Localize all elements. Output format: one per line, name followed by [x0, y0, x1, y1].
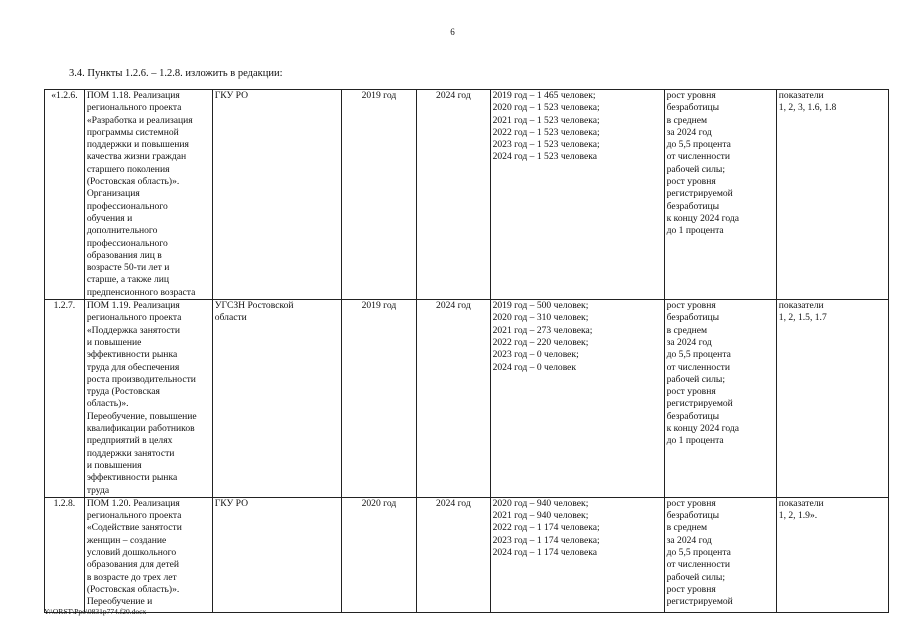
executor-line: УГСЗН Ростовской: [214, 300, 294, 312]
expected-result-line: в среднем: [666, 522, 708, 534]
table-row: [45, 497, 889, 612]
event-name-line: поддержки занятости: [86, 447, 175, 459]
event-name-line: регионального проекта: [86, 510, 182, 522]
intro-text: 3.4. Пункты 1.2.6. – 1.2.8. изложить в редакции:: [69, 68, 283, 79]
event-name-line: дополнительного: [86, 225, 158, 237]
expected-result-line: до 1 процента: [666, 225, 724, 237]
expected-result-line: в среднем: [666, 324, 708, 336]
event-name-line: труда для обеспечения: [86, 361, 180, 373]
expected-result-line: регистрируемой: [666, 596, 733, 608]
event-name-line: программы системной: [86, 126, 179, 138]
executor-line: ГКУ РО: [214, 497, 249, 509]
cell-end-year: 2024 год: [417, 90, 490, 300]
page-number: 6: [450, 27, 455, 37]
target-values-line: 2022 год – 220 человек;: [492, 336, 589, 348]
event-name-line: и повышение: [86, 336, 142, 348]
expected-result-line: рабочей силы;: [666, 163, 725, 175]
expected-result-line: до 5,5 процента: [666, 139, 731, 151]
target-values-line: 2023 год – 1 523 человека;: [492, 139, 600, 151]
event-name-line: эффективности рынка: [86, 349, 178, 361]
cell-event-name: [84, 90, 212, 300]
event-name-line: женщин – создание: [86, 534, 167, 546]
cell-executor: [212, 90, 341, 300]
cell-event-name: [84, 497, 212, 612]
expected-result-line: рост уровня: [666, 90, 716, 101]
target-values-line: 2023 год – 1 174 человека;: [492, 534, 600, 546]
executor-line: ГКУ РО: [214, 90, 249, 101]
event-name-line: образования для детей: [86, 559, 180, 571]
cell-expected-result: [664, 497, 776, 612]
cell-item-number: 1.2.8.: [45, 497, 85, 612]
expected-result-line: за 2024 год: [666, 336, 712, 348]
target-values-line: 2023 год – 0 человек;: [492, 349, 579, 361]
expected-result-line: рост уровня: [666, 176, 716, 188]
cell-executor: [212, 497, 341, 612]
expected-result-line: регистрируемой: [666, 398, 733, 410]
target-values-line: 2021 год – 940 человек;: [492, 510, 589, 522]
expected-result-line: к концу 2024 года: [666, 212, 740, 224]
event-name-line: Организация: [86, 188, 140, 200]
event-name-line: и повышения: [86, 459, 142, 471]
indicators-line: 1, 2, 1.5, 1.7: [778, 312, 827, 324]
target-values-line: 2019 год – 1 465 человек;: [492, 90, 596, 101]
cell-item-number: 1.2.7.: [45, 300, 85, 498]
cell-item-number: «1.2.6.: [45, 90, 85, 300]
cell-target-values: [490, 300, 664, 498]
expected-result-line: рост уровня: [666, 386, 716, 398]
event-name-line: в возрасте до трех лет: [86, 571, 177, 583]
target-values-line: 2021 год – 273 человека;: [492, 324, 593, 336]
expected-result-line: до 5,5 процента: [666, 349, 731, 361]
event-name-line: старшего поколения: [86, 163, 170, 175]
document-table: [44, 89, 889, 613]
expected-result-line: безработицы: [666, 312, 720, 324]
event-name-line: эффективности рынка: [86, 472, 178, 484]
expected-result-line: рост уровня: [666, 300, 716, 312]
event-name-line: предпенсионного возраста: [86, 286, 196, 298]
event-name-line: профессионального: [86, 237, 168, 249]
event-name-line: ПОМ 1.18. Реализация: [86, 90, 180, 101]
event-name-line: ПОМ 1.19. Реализация: [86, 300, 180, 312]
expected-result-line: безработицы: [666, 410, 720, 422]
expected-result-line: в среднем: [666, 114, 708, 126]
indicators-line: показатели: [778, 90, 824, 101]
event-name-line: «Разработка и реализация: [86, 114, 193, 126]
event-name-line: квалификации работников: [86, 423, 195, 435]
expected-result-line: рост уровня: [666, 497, 716, 509]
expected-result-line: до 5,5 процента: [666, 546, 731, 558]
indicators-line: показатели: [778, 497, 824, 509]
target-values-line: 2022 год – 1 174 человека;: [492, 522, 600, 534]
expected-result-line: за 2024 год: [666, 126, 712, 138]
target-values-line: 2019 год – 500 человек;: [492, 300, 589, 312]
event-name-line: «Содействие занятости: [86, 522, 182, 534]
expected-result-line: рабочей силы;: [666, 373, 725, 385]
event-name-line: труда: [86, 484, 110, 496]
event-name-line: качества жизни граждан: [86, 151, 187, 163]
indicators-line: 1, 2, 1.9».: [778, 510, 818, 522]
cell-executor: [212, 300, 341, 498]
event-name-line: (Ростовская область)».: [86, 583, 180, 595]
event-name-line: труда (Ростовская: [86, 386, 160, 398]
target-values-line: 2024 год – 1 174 человека: [492, 546, 597, 558]
expected-result-line: рост уровня: [666, 583, 716, 595]
expected-result-line: регистрируемой: [666, 188, 733, 200]
cell-start-year: 2019 год: [341, 300, 416, 498]
cell-indicators: [776, 497, 888, 612]
cell-start-year: 2019 год: [341, 90, 416, 300]
expected-result-line: от численности: [666, 151, 731, 163]
event-name-line: образования лиц в: [86, 249, 162, 261]
event-name-line: возрасте 50-ти лет и: [86, 262, 170, 274]
event-name-line: регионального проекта: [86, 312, 182, 324]
target-values-line: 2020 год – 1 523 человека;: [492, 102, 600, 114]
indicators-line: 1, 2, 3, 1.6, 1.8: [778, 102, 837, 114]
target-values-line: 2022 год – 1 523 человека;: [492, 126, 600, 138]
target-values-line: 2024 год – 1 523 человека: [492, 151, 597, 163]
cell-end-year: 2024 год: [417, 497, 490, 612]
event-name-line: поддержки и повышения: [86, 139, 189, 151]
event-name-line: Переобучение и: [86, 596, 153, 608]
expected-result-line: от численности: [666, 559, 731, 571]
target-values-line: 2020 год – 310 человек;: [492, 312, 589, 324]
event-name-line: роста производительности: [86, 373, 196, 385]
cell-indicators: [776, 90, 888, 300]
table-row: [45, 300, 889, 498]
target-values-line: 2021 год – 1 523 человека;: [492, 114, 600, 126]
target-values-line: 2020 год – 940 человек;: [492, 497, 589, 509]
expected-result-line: безработицы: [666, 200, 720, 212]
expected-result-line: рабочей силы;: [666, 571, 725, 583]
cell-expected-result: [664, 300, 776, 498]
indicators-line: показатели: [778, 300, 824, 312]
expected-result-line: к концу 2024 года: [666, 423, 740, 435]
cell-event-name: [84, 300, 212, 498]
cell-target-values: [490, 497, 664, 612]
cell-start-year: 2020 год: [341, 497, 416, 612]
expected-result-line: до 1 процента: [666, 435, 724, 447]
expected-result-line: от численности: [666, 361, 731, 373]
executor-line: области: [214, 312, 247, 324]
event-name-line: предприятий в целях: [86, 435, 173, 447]
expected-result-line: безработицы: [666, 510, 720, 522]
event-name-line: Переобучение, повышение: [86, 410, 197, 422]
event-name-line: условий дошкольного: [86, 546, 177, 558]
cell-end-year: 2024 год: [417, 300, 490, 498]
cell-expected-result: [664, 90, 776, 300]
expected-result-line: безработицы: [666, 102, 720, 114]
expected-result-line: за 2024 год: [666, 534, 712, 546]
event-name-line: ПОМ 1.20. Реализация: [86, 497, 180, 509]
event-name-line: область)».: [86, 398, 129, 410]
table-row: [45, 90, 889, 300]
event-name-line: «Поддержка занятости: [86, 324, 180, 336]
event-name-line: регионального проекта: [86, 102, 182, 114]
target-values-line: 2024 год – 0 человек: [492, 361, 577, 373]
event-name-line: старше, а также лиц: [86, 274, 169, 286]
file-path-footer: Y:\ORST\Ppo\0831p774.f20.docx: [44, 607, 147, 616]
event-name-line: (Ростовская область)».: [86, 176, 180, 188]
event-name-line: профессионального: [86, 200, 168, 212]
cell-indicators: [776, 300, 888, 498]
event-name-line: обучения и: [86, 212, 133, 224]
cell-target-values: [490, 90, 664, 300]
